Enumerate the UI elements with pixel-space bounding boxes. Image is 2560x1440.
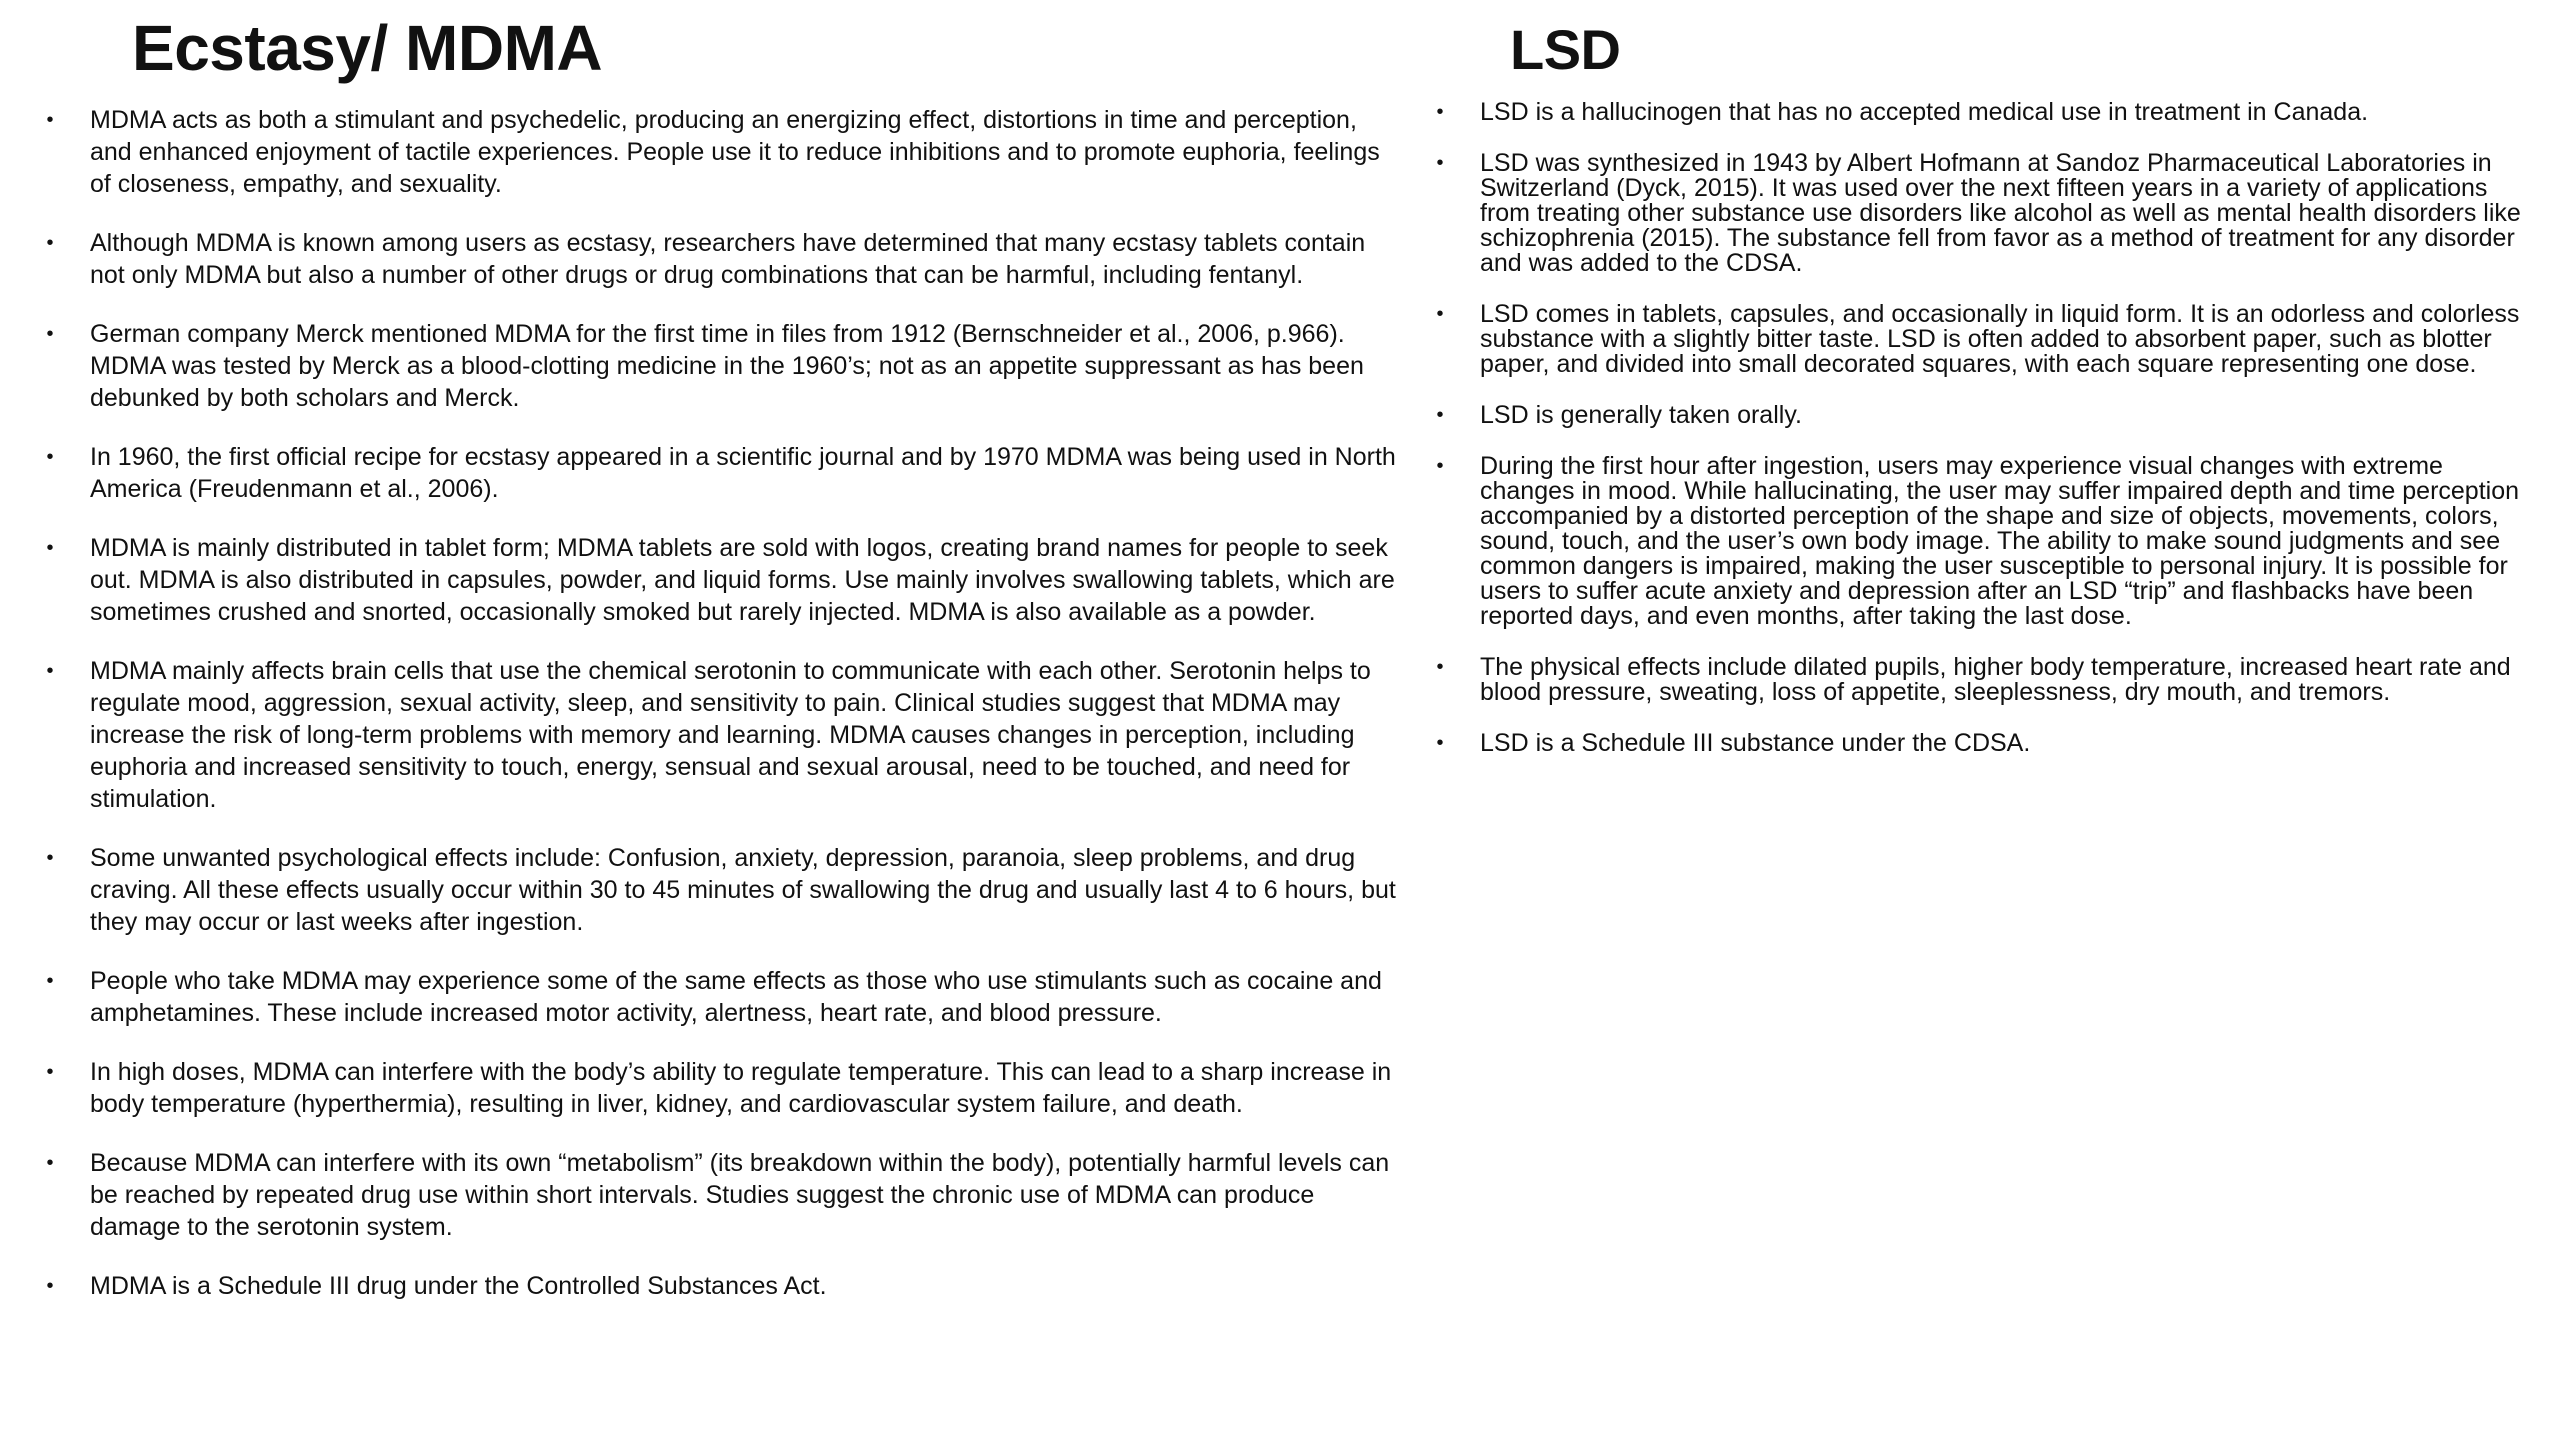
bullet-text: LSD is a hallucinogen that has no accepted medical use in treatment in Canada.: [1480, 98, 2369, 126]
list-item: [1430, 655, 2530, 705]
bullet-icon: •: [46, 323, 54, 345]
bullet-text: MDMA is a Schedule III drug under the Controlled Substances Act.: [90, 1272, 827, 1300]
bullet-text: Although MDMA is known among users as ecstasy, researchers have determined that many ecstasy tablets contain not only MDMA but also a number of other drugs or drug combinations that can be harmful, including fentanyl.: [90, 229, 1366, 289]
bullet-icon: •: [46, 970, 54, 992]
list-item: [40, 104, 1400, 200]
list-item: [1430, 403, 2530, 428]
bullet-icon: •: [1436, 404, 1444, 426]
bullet-icon: •: [46, 109, 54, 131]
lsd-bullet-list: [1430, 100, 2530, 782]
list-item: [40, 965, 1400, 1029]
list-item: [40, 655, 1400, 815]
bullet-icon: •: [1436, 152, 1444, 174]
lsd-heading: LSD: [1510, 18, 1621, 81]
bullet-icon: •: [46, 232, 54, 254]
list-item: [40, 1270, 1400, 1302]
list-item: [40, 1056, 1400, 1120]
bullet-text: During the first hour after ingestion, users may experience visual changes with extreme changes in mood. While hallucinating, the user may suffer impaired depth and time perception accompanied by a distorted perception of the shape and size of objects, movements, colors, sound, touch, and the user’s own body image. The ability to make sound judgments and see common dangers is impaired, making the user susceptible to personal injury. It is possible for users to suffer acute anxiety and depression after an LSD “trip” and flashbacks have been reported days, and even months, after taking the last dose.: [1480, 452, 2520, 630]
bullet-icon: •: [1436, 303, 1444, 325]
list-item: [40, 318, 1400, 414]
bullet-icon: •: [46, 1152, 54, 1174]
bullet-text: MDMA mainly affects brain cells that use the chemical serotonin to communicate with each other. Serotonin helps to regulate mood, aggression, sexual activity, sleep, and sensitivity to pain. Clinical studies suggest that MDMA may increase the risk of long-term problems with memory and learning. MDMA causes changes in perception, including euphoria and increased sensitivity to touch, energy, sensual and sexual arousal, need to be touched, and need for stimulation.: [90, 657, 1371, 813]
bullet-text: MDMA is mainly distributed in tablet form; MDMA tablets are sold with logos, creating brand names for people to seek out. MDMA is also distributed in capsules, powder, and liquid forms. Use mainly involves swallowing tablets, which are sometimes crushed and snorted, occasionally smoked but rarely injected. MDMA is also available as a powder.: [90, 534, 1395, 626]
bullet-icon: •: [1436, 656, 1444, 678]
bullet-text: LSD is generally taken orally.: [1480, 401, 1802, 429]
bullet-icon: •: [46, 1275, 54, 1297]
bullet-text: LSD comes in tablets, capsules, and occasionally in liquid form. It is an odorless and colorless substance with a slightly bitter taste. LSD is often added to absorbent paper, such as blotter paper, and divided into small decorated squares, with each square representing one dose.: [1480, 300, 2520, 378]
list-item: [40, 441, 1400, 505]
bullet-text: The physical effects include dilated pupils, higher body temperature, increased heart rate and blood pressure, sweating, loss of appetite, sleeplessness, dry mouth, and tremors.: [1480, 653, 2511, 706]
list-item: [40, 842, 1400, 938]
bullet-text: In high doses, MDMA can interfere with the body’s ability to regulate temperature. This can lead to a sharp increase in body temperature (hyperthermia), resulting in liver, kidney, and cardiovascular system failure, and death.: [90, 1058, 1392, 1118]
bullet-icon: •: [1436, 455, 1444, 477]
bullet-icon: •: [46, 660, 54, 682]
list-item: [1430, 731, 2530, 756]
bullet-text: LSD is a Schedule III substance under the CDSA.: [1480, 729, 2031, 757]
list-item: [40, 532, 1400, 628]
list-item: [1430, 100, 2530, 125]
bullet-text: MDMA acts as both a stimulant and psychedelic, producing an energizing effect, distortions in time and perception, and enhanced enjoyment of tactile experiences. People use it to reduce inhibitions and to promote euphoria, feelings of closeness, empathy, and sexuality.: [90, 106, 1380, 198]
bullet-icon: •: [46, 446, 54, 468]
list-item: [1430, 302, 2530, 377]
bullet-icon: •: [1436, 732, 1444, 754]
bullet-icon: •: [46, 847, 54, 869]
bullet-icon: •: [46, 537, 54, 559]
bullet-text: Because MDMA can interfere with its own “metabolism” (its breakdown within the body), potentially harmful levels can be reached by repeated drug use within short intervals. Studies suggest the chronic use of MDMA can produce damage to the serotonin system.: [90, 1149, 1390, 1241]
list-item: [40, 227, 1400, 291]
bullet-text: In 1960, the first official recipe for ecstasy appeared in a scientific journal and by 1970 MDMA was being used in North America (Freudenmann et al., 2006).: [90, 443, 1396, 503]
bullet-icon: •: [1436, 101, 1444, 123]
bullet-text: Some unwanted psychological effects include: Confusion, anxiety, depression, paranoia, sleep problems, and drug craving. All these effects usually occur within 30 to 45 minutes of swallowing the drug and usually last 4 to 6 hours, but they may occur or last weeks after ingestion.: [90, 844, 1396, 936]
ecstasy-heading: Ecstasy/ MDMA: [132, 12, 603, 84]
ecstasy-bullet-list: [40, 104, 1400, 1329]
list-item: [1430, 151, 2530, 276]
bullet-text: People who take MDMA may experience some of the same effects as those who use stimulants such as cocaine and amphetamines. These include increased motor activity, alertness, heart rate, and blood pressure.: [90, 967, 1382, 1027]
bullet-icon: •: [46, 1061, 54, 1083]
bullet-text: German company Merck mentioned MDMA for the first time in files from 1912 (Bernschneider et al., 2006, p.966). MDMA was tested by Merck as a blood-clotting medicine in the 1960’s; not as an appetite suppressant as has been debunked by both scholars and Merck.: [90, 320, 1364, 412]
list-item: [1430, 454, 2530, 629]
bullet-text: LSD was synthesized in 1943 by Albert Hofmann at Sandoz Pharmaceutical Laboratories in Switzerland (Dyck, 2015). It was used over the next fifteen years in a variety of applications from treating other substance use disorders like alcohol as well as mental health disorders like schizophrenia (2015). The substance fell from favor as a method of treatment for any disorder and was added to the CDSA.: [1480, 149, 2521, 277]
list-item: [40, 1147, 1400, 1243]
